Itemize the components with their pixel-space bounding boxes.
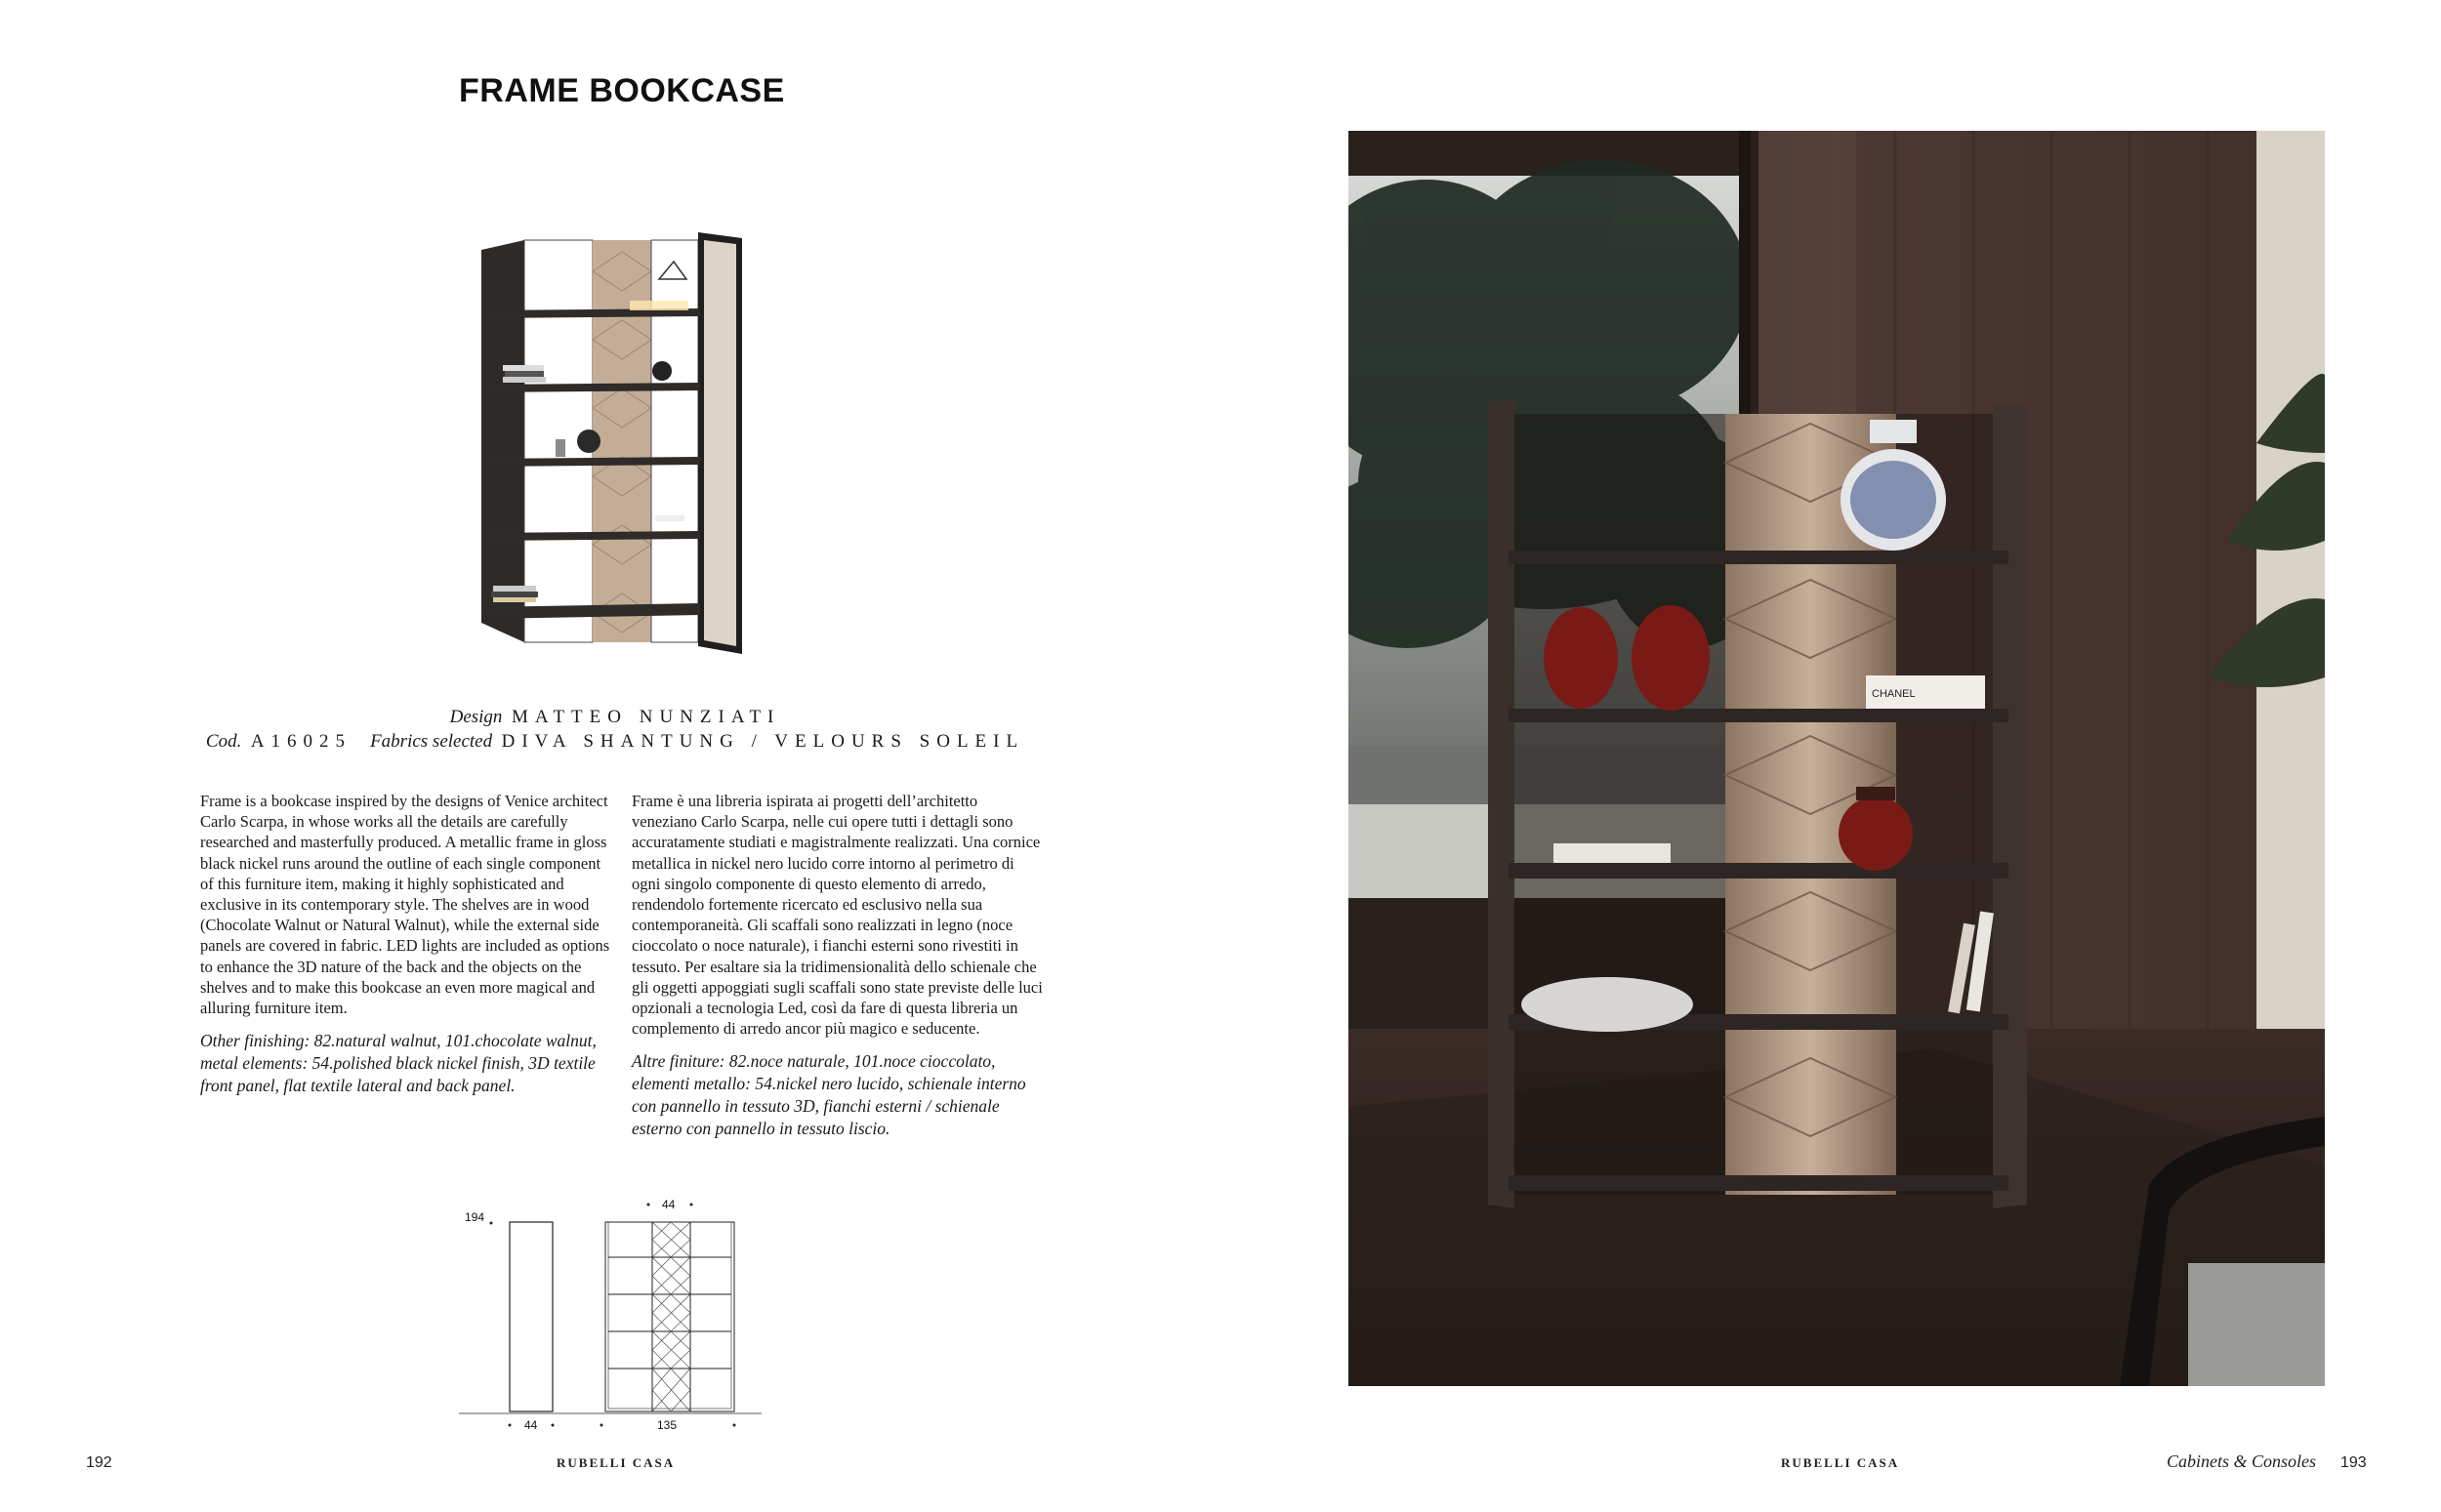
page-number-left: 192 [86,1454,112,1471]
brand-right: RUBELLI CASA [1781,1455,1900,1470]
fabric-back-panel [593,240,651,642]
english-description: Frame is a bookcase inspired by the designs of Venice architect Carlo Scarpa, in whose works all the details are carefully researched and masterfully produced. A metallic frame in gloss black nickel runs around the outline of each single component of this furniture item, making it highly sophisticated and exclusive in its contemporary style. The shelves are in wood (Chocolate Walnut or Natural Walnut), while the external side panels are covered in fabric. LED lights are included as options to enhance the 3D nature of the back and the objects on the shelves and to make this bookcase an even more magical and alluring furniture item. [200,792,610,1018]
dim-depth-bottom: 44 [524,1418,538,1432]
product-credits [146,705,1084,754]
front-view [605,1222,734,1411]
bookcase-room-photo [1348,131,2325,1386]
english-text-column [200,791,610,1109]
italian-text-column [632,791,1047,1152]
code-line [146,729,1084,754]
marble-bowl [1521,977,1693,1032]
fabrics-label: Fabrics selected [370,731,493,752]
designer-line [146,705,1084,729]
side-view [510,1222,553,1411]
fabrics-selected: DIVA SHANTUNG / VELOURS SOLEIL [501,731,1025,752]
brand-left: RUBELLI CASA [557,1455,676,1470]
right-side-panel [704,240,736,646]
dim-depth-top: 44 [662,1198,676,1211]
drawing-lines [459,1193,771,1442]
designer-name: MATTEO NUNZIATI [511,707,781,727]
english-finishing: Other finishing: 82.natural walnut, 101.chocolate walnut, metal elements: 54.polished black nickel finish, 3D textile front panel, flat textile lateral and back panel. [200,1031,597,1096]
section-title: Cabinets & Consoles [2167,1451,2317,1471]
left-side-panel [481,240,524,642]
book-label: CHANEL [1872,688,1916,700]
photo-bookcase [1488,400,2027,1208]
product-code: A16025 [250,731,352,752]
italian-description: Frame è una libreria ispirata ai progetti dell’architetto veneziano Carlo Scarpa, nelle cui opere tutti i dettagli sono accuratamente studiati e magistralmente realizzati. Una cornice metallica in nickel nero lucido corre intorno al perimetro di ogni singolo componente di questo elemento di arredo, rendendolo fortemente ricercato ed esclusivo nella sua contemporaneità. Gli scaffali sono realizzati in legno (noce cioccolato o noce naturale), i fianchi esterni sono rivestiti in tessuto. Per esaltare sia la tridimensionalità dello schienale che gli oggetti appoggiati sugli scaffali sono state previste delle luci opzionali a tecnologia Led, così da fare di questa libreria un complemento di arredo ancor più magico e seducente. [632,792,1043,1039]
dim-height: 194 [465,1210,485,1224]
page-title: FRAME BOOKCASE [459,72,785,109]
red-jar [1839,797,1913,871]
design-label: Design [449,707,503,727]
italian-finishing: Altre finiture: 82.noce naturale, 101.noce cioccolato, elementi metallo: 54.nickel nero lucido, schienale interno con pannello in tessuto 3D, fianchi esterni / schienale esterno con pannello in tessuto liscio. [632,1051,1026,1139]
diamond-pattern [652,1222,690,1411]
bookcase-product-image [474,232,752,657]
page-number-right: 193 [2340,1454,2367,1471]
code-label: Cod. [205,731,242,752]
red-vase-2 [1632,605,1710,711]
dim-width: 135 [657,1418,678,1432]
technical-drawing [459,1193,771,1442]
red-vase-1 [1544,607,1618,709]
